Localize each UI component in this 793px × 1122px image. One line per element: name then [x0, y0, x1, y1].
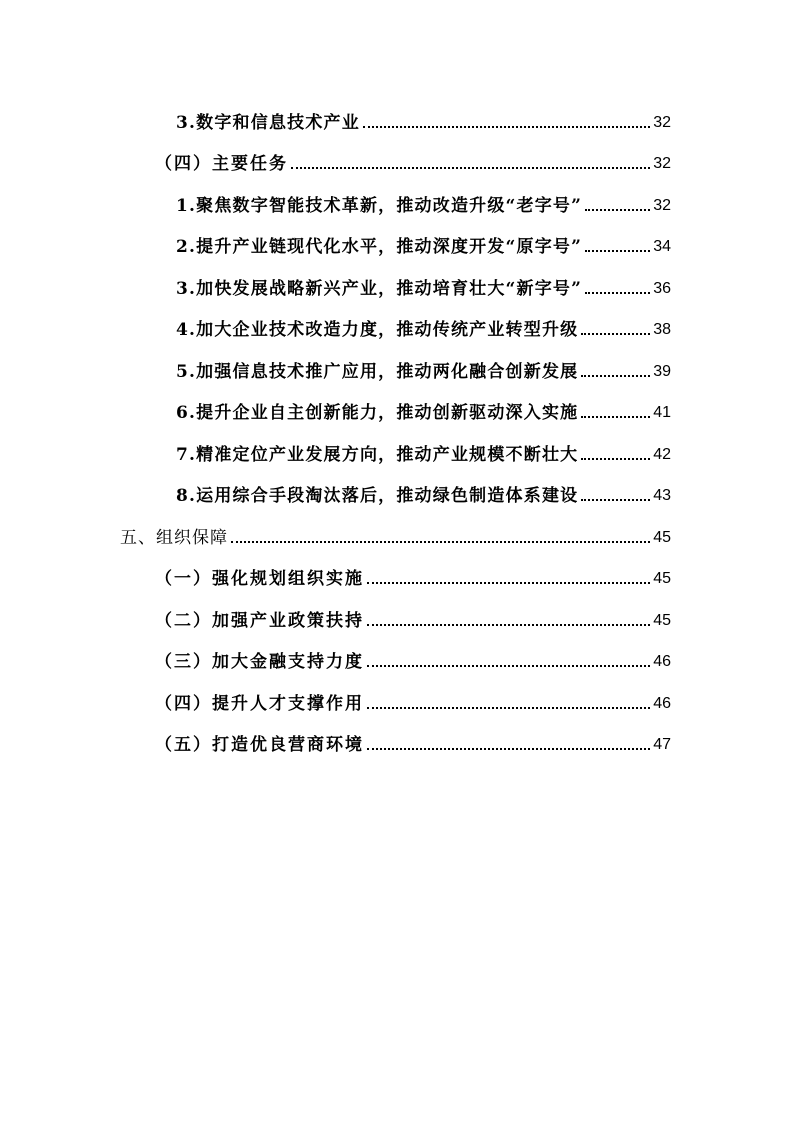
toc-entry[interactable]	[176, 100, 671, 134]
toc-page-number: 36	[653, 280, 671, 297]
toc-dot-leader	[367, 748, 650, 750]
toc-entry-title: 8.运用综合手段淘汰落后，推动绿色制造体系建设	[176, 486, 579, 506]
toc-page-number: 45	[653, 612, 671, 629]
toc-dot-leader	[585, 292, 650, 294]
toc-entry[interactable]	[155, 598, 671, 632]
toc-entry[interactable]	[155, 681, 671, 715]
toc-dot-leader	[291, 167, 650, 169]
toc-dot-leader	[585, 250, 650, 252]
toc-dot-leader	[581, 416, 650, 418]
toc-entry-title: （五）打造优良营商环境	[155, 735, 364, 755]
toc-dot-leader	[367, 624, 650, 626]
toc-entry-title: 3.数字和信息技术产业	[176, 113, 360, 133]
toc-page-number: 46	[653, 695, 671, 712]
toc-page-number: 32	[653, 114, 671, 131]
toc-entry[interactable]	[155, 722, 671, 756]
toc-entry[interactable]	[176, 224, 671, 258]
toc-dot-leader	[367, 582, 650, 584]
toc-page-number: 39	[653, 363, 671, 380]
toc-page-number: 43	[653, 487, 671, 504]
toc-dot-leader	[363, 126, 650, 128]
toc-dot-leader	[581, 333, 650, 335]
toc-entry-title: （一）强化规划组织实施	[155, 569, 364, 589]
toc-page-number: 32	[653, 197, 671, 214]
toc-entry-title: 2.提升产业链现代化水平，推动深度开发“原字号”	[176, 237, 583, 257]
toc-dot-leader	[585, 209, 650, 211]
toc-page-number: 42	[653, 446, 671, 463]
toc-dot-leader	[581, 458, 650, 460]
toc-entry-title: 3.加快发展战略新兴产业，推动培育壮大“新字号”	[176, 279, 583, 299]
toc-entry[interactable]	[155, 639, 671, 673]
toc-page-number: 34	[653, 238, 671, 255]
toc-entry[interactable]	[176, 183, 671, 217]
toc-page-number: 45	[653, 570, 671, 587]
toc-entry-title: （二）加强产业政策扶持	[155, 611, 364, 631]
toc-entry[interactable]	[176, 266, 671, 300]
toc-entry-title: 4.加大企业技术改造力度，推动传统产业转型升级	[176, 320, 579, 340]
toc-entry[interactable]	[120, 515, 671, 549]
toc-entry-title: 6.提升企业自主创新能力，推动创新驱动深入实施	[176, 403, 579, 423]
toc-entry-title: （四）提升人才支撑作用	[155, 694, 364, 714]
toc-entry-title: 7.精准定位产业发展方向，推动产业规模不断壮大	[176, 445, 579, 465]
toc-dot-leader	[367, 665, 650, 667]
toc-page-number: 45	[653, 529, 671, 546]
toc-page-number: 47	[653, 736, 671, 753]
toc-dot-leader	[367, 707, 650, 709]
toc-entry[interactable]	[155, 556, 671, 590]
toc-entry[interactable]	[176, 390, 671, 424]
toc-page-number: 38	[653, 321, 671, 338]
toc-dot-leader	[581, 499, 650, 501]
toc-entry-title: （三）加大金融支持力度	[155, 652, 364, 672]
toc-page-number: 41	[653, 404, 671, 421]
toc-entry[interactable]	[155, 141, 671, 175]
toc-entry-title: 1.聚焦数字智能技术革新，推动改造升级“老字号”	[176, 196, 583, 216]
toc-entry-title: （四）主要任务	[155, 154, 288, 174]
toc-entry[interactable]	[176, 432, 671, 466]
toc-page-number: 32	[653, 155, 671, 172]
toc-entry[interactable]	[176, 307, 671, 341]
toc-entry[interactable]	[176, 349, 671, 383]
toc-page-number: 46	[653, 653, 671, 670]
toc-entry-title: 五、组织保障	[120, 528, 228, 548]
toc-entry-title: 5.加强信息技术推广应用，推动两化融合创新发展	[176, 362, 579, 382]
toc-dot-leader	[231, 541, 650, 543]
toc-entry[interactable]	[176, 473, 671, 507]
toc-dot-leader	[581, 375, 650, 377]
